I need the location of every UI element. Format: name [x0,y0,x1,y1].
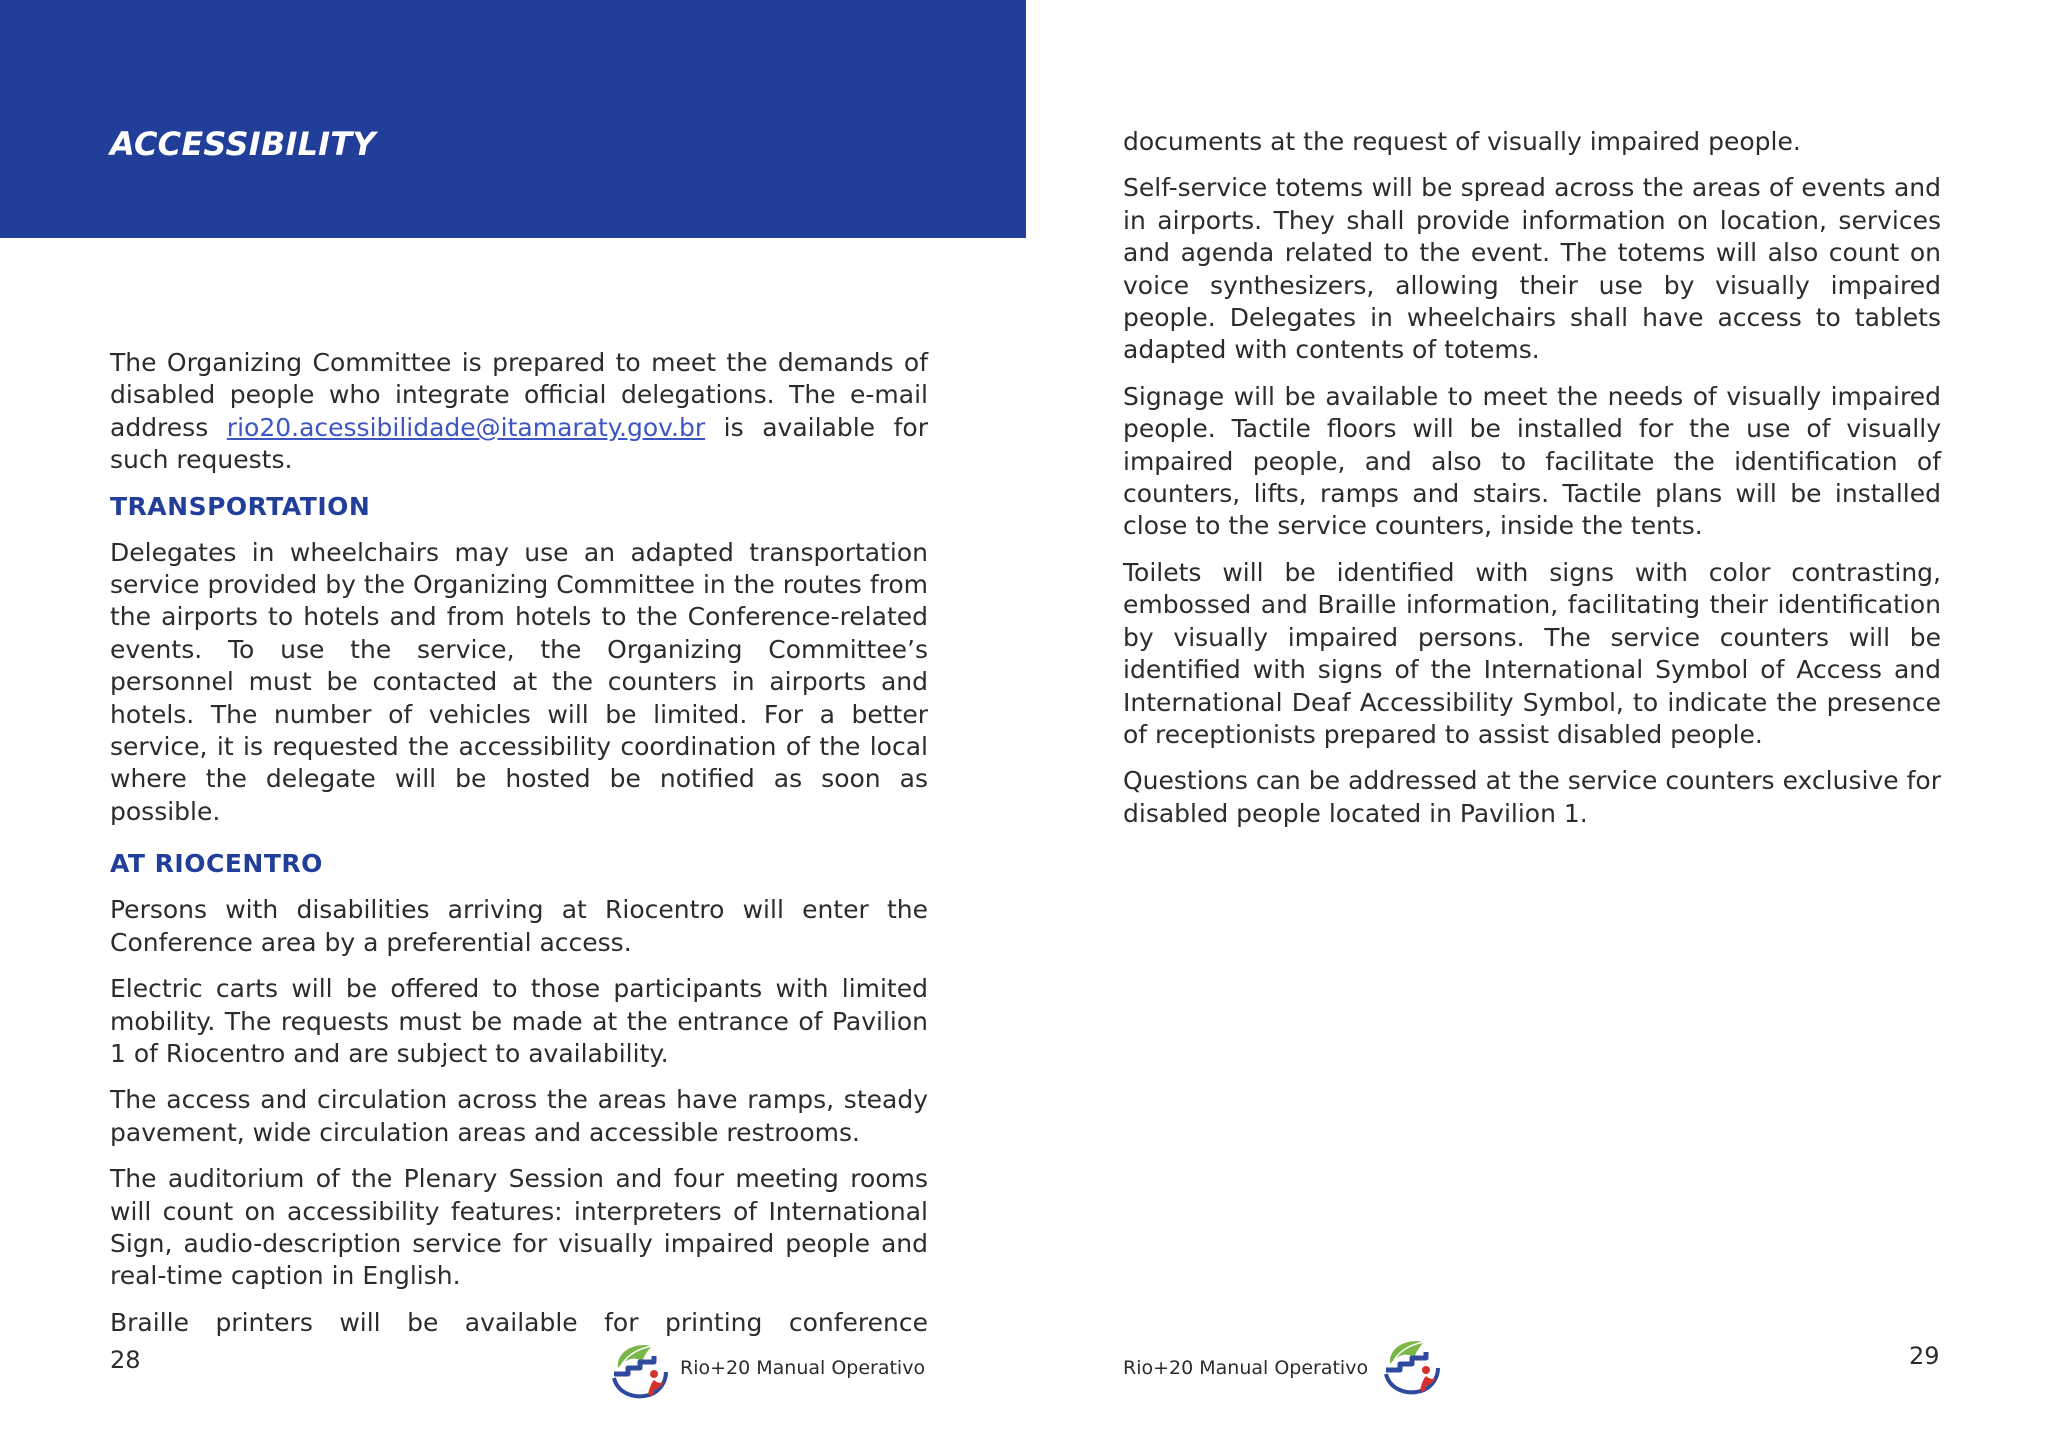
riocentro-paragraph-4: The auditorium of the Plenary Session and four meeting rooms will count on accessibility features: interpreters of International Sign, audio-description service for visually impaired people and real-time caption in English. [110,1164,928,1291]
riocentro-paragraph-1: Persons with disabilities arriving at Riocentro will enter the Conference area by a preferential access. [110,895,928,957]
title-band [0,0,1026,238]
page-title: ACCESSIBILITY [110,125,376,163]
right-paragraph-1: documents at the request of visually impaired people. [1123,127,1801,156]
left-column [110,347,928,1353]
right-paragraph-4: Toilets will be identified with signs with color contrasting, embossed and Braille information, facilitating their identification by visually impaired persons. The service counters will be identified with signs of the International Symbol of Access and International Deaf Accessibility Symbol, to indicate the presence of receptionists prepared to assist disabled people. [1123,557,1941,749]
page-number-right: 29 [1909,1342,1940,1370]
intro-text: The Organizing Committee is prepared to meet the demands of disabled people who integrate official delegations. The e-mail address [110,348,928,442]
rio20-logo-icon [1380,1334,1444,1398]
footer-label-left: Rio+20 Manual Operativo [680,1357,926,1379]
transportation-paragraph: Delegates in wheelchairs may use an adapted transportation service provided by the Organizing Committee in the routes from the airports to hotels and from hotels to the Conference-related events. To use the service, the Organizing Committee’s personnel must be contacted at the counters in airports and hotels. The number of vehicles will be limited. For a better service, it is requested the accessibility coordination of the local where the delegate will be hosted be notified as soon as possible. [110,537,928,826]
right-column [1123,126,1941,844]
riocentro-paragraph-3: The access and circulation across the areas have ramps, steady pavement, wide circulation areas and accessible restrooms. [110,1085,928,1147]
riocentro-heading: AT RIOCENTRO [110,849,323,879]
riocentro-paragraph-2: Electric carts will be offered to those participants with limited mobility. The requests must be made at the entrance of Pavilion 1 of Riocentro and are subject to availability. [110,974,928,1068]
intro-text-end: is available for such requests. [110,412,928,475]
right-paragraph-2: Self-service totems will be spread across the areas of events and in airports. They shall provide information on location, services and agenda related to the event. The totems will also count on voice synthesizers, allowing their use by visually impaired people. Delegates in wheelchairs shall have access to tablets adapted with contents of totems. [1123,173,1941,365]
right-paragraph-3: Signage will be available to meet the needs of visually impaired people. Tactile floors will be installed for the use of visually impaired people, and also to facilitate the identification of counters, lifts, ramps and stairs. Tactile plans will be installed close to the service counters, inside the tents. [1123,381,1941,541]
rio20-logo-icon [608,1338,672,1402]
intro-paragraph [110,347,928,477]
email-link[interactable]: rio20.acessibilidade@itamaraty.gov.br [226,412,706,442]
page-number-left: 28 [110,1346,141,1374]
right-page [1024,0,2048,1448]
riocentro-paragraph-5: Braille printers will be available for printing conference [110,1307,928,1337]
transportation-heading: TRANSPORTATION [110,491,371,521]
right-paragraph-5: Questions can be addressed at the service counters exclusive for disabled people located in Pavilion 1. [1123,766,1941,828]
footer-label-right: Rio+20 Manual Operativo [1123,1357,1369,1379]
